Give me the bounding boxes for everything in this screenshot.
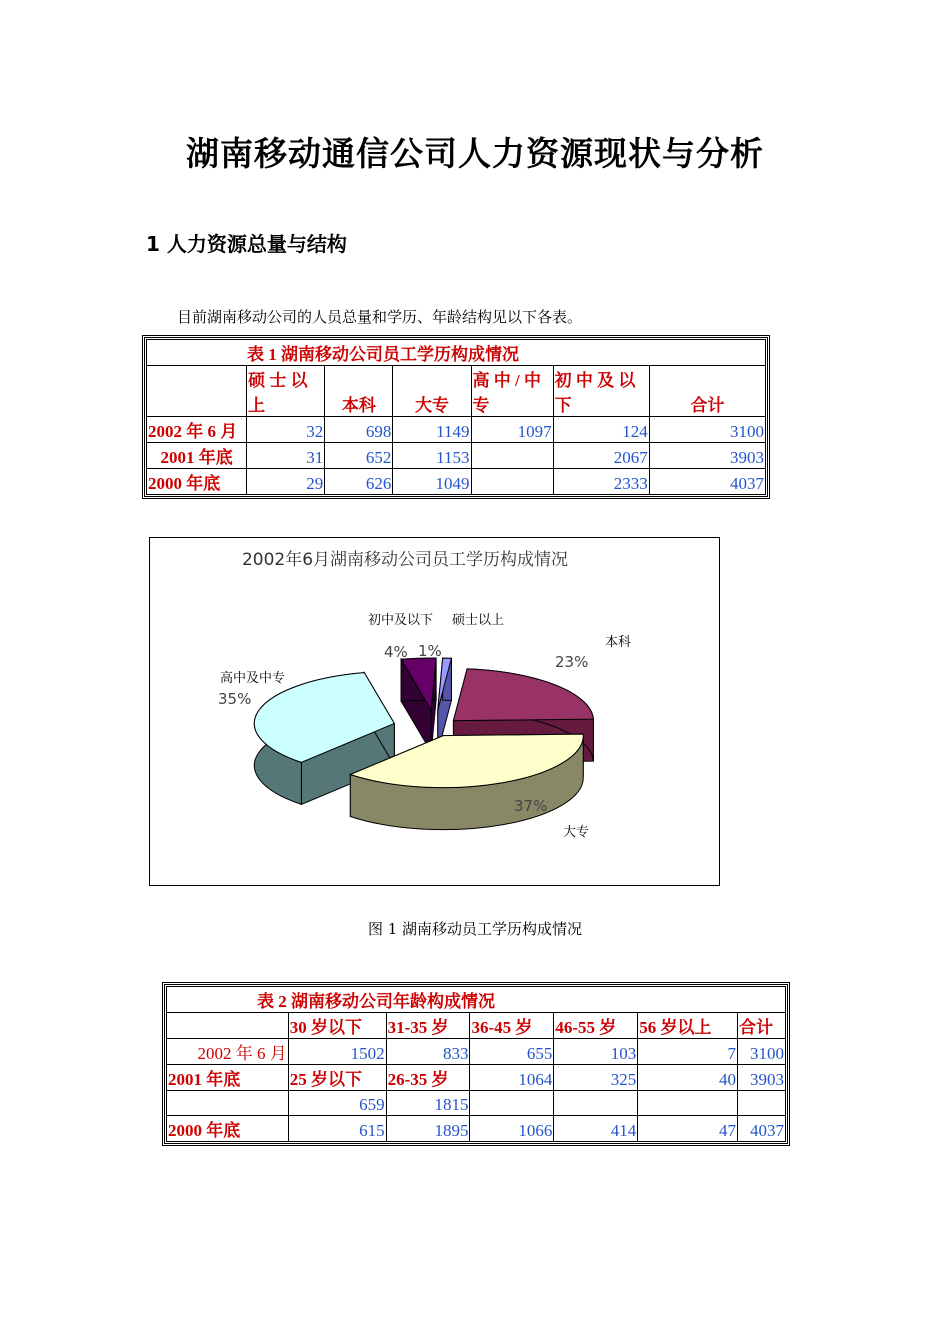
table-cell: 1502 [288,1039,386,1065]
row-label: 2000 年底 [147,469,247,495]
intro-paragraph: 目前湖南移动公司的人员总量和学历、年龄结构见以下各表。 [177,308,583,326]
table-cell: 698 [325,417,393,443]
table-header: 30 岁以下 [288,1013,386,1039]
table-cell: 29 [247,469,325,495]
table-corner [167,1013,289,1039]
table-cell: 1097 [471,417,553,443]
education-table [146,339,766,495]
document-title: 湖南移动通信公司人力资源现状与分析 [186,134,764,173]
slice-value-label: 4% [384,643,408,661]
row-label: 2001 年底 [147,443,247,469]
table-row [167,1065,786,1091]
table-cell [470,1091,554,1116]
slice-label: 大专 [563,825,590,840]
table-cell: 40 [638,1065,738,1091]
table-cell: 2067 [553,443,649,469]
pie-chart-figure [149,537,720,886]
slice-label: 初中及以下 [368,613,434,628]
slice-label: 硕士以上 [452,613,505,628]
table-row [167,1116,786,1142]
table-cell: 7 [638,1039,738,1065]
table-header: 高 中 / 中专 [471,366,553,417]
table-cell: 655 [470,1039,554,1065]
table-cell [167,1091,289,1116]
slice-value-label: 1% [418,642,442,660]
table-header: 大专 [393,366,471,417]
table-row [147,443,766,469]
table-cell: 1149 [393,417,471,443]
table-header: 36-45 岁 [470,1013,554,1039]
table-cell: 1066 [470,1116,554,1142]
table-cell: 1895 [386,1116,470,1142]
table-cell: 3100 [737,1039,785,1065]
table-cell: 3100 [649,417,765,443]
table-cell: 1049 [393,469,471,495]
table-cell: 4037 [649,469,765,495]
table-header: 56 岁以上 [638,1013,738,1039]
table-header: 合计 [737,1013,785,1039]
slice-value-label: 35% [218,690,252,708]
table-cell: 3903 [649,443,765,469]
table-cell: 1815 [386,1091,470,1116]
table-cell: 103 [554,1039,638,1065]
table-cell [471,469,553,495]
table-caption: 表 1 湖南移动公司员工学历构成情况 [147,340,766,366]
row-label: 2002 年 6 月 [167,1039,289,1065]
table-cell [737,1091,785,1116]
table-header: 46-55 岁 [554,1013,638,1039]
table-cell: 124 [553,417,649,443]
table-cell: 2333 [553,469,649,495]
table-cell: 1153 [393,443,471,469]
table-cell: 626 [325,469,393,495]
table-cell [554,1091,638,1116]
table-cell [471,443,553,469]
pie-slice [401,658,436,752]
row-label: 2000 年底 [167,1116,289,1142]
table-row [167,1039,786,1065]
table-cell: 325 [554,1065,638,1091]
table-row [167,1091,786,1116]
figure-caption: 图 1 湖南移动员工学历构成情况 [367,920,583,938]
table-cell: 25 岁以下 [288,1065,386,1091]
table-cell: 652 [325,443,393,469]
row-label: 2002 年 6 月 [147,417,247,443]
table-corner [147,366,247,417]
section-heading: 1 人力资源总量与结构 [146,232,347,256]
age-table [166,986,786,1142]
table-row [147,417,766,443]
table-cell: 615 [288,1116,386,1142]
table-header: 初 中 及 以下 [553,366,649,417]
chart-title: 2002年6月湖南移动公司员工学历构成情况 [241,550,569,570]
table-header: 合计 [649,366,765,417]
table-header: 硕 士 以上 [247,366,325,417]
table-cell: 31 [247,443,325,469]
table-cell: 414 [554,1116,638,1142]
table-cell: 4037 [737,1116,785,1142]
slice-value-label: 37% [514,797,548,815]
slice-label: 高中及中专 [220,671,286,686]
table-cell: 3903 [737,1065,785,1091]
slice-value-label: 23% [555,653,589,671]
table-cell [638,1091,738,1116]
table-row [147,469,766,495]
table-cell: 659 [288,1091,386,1116]
row-label: 2001 年底 [167,1065,289,1091]
pie-chart [150,538,719,885]
table-header: 31-35 岁 [386,1013,470,1039]
table-cell: 47 [638,1116,738,1142]
table-cell: 32 [247,417,325,443]
table-cell: 833 [386,1039,470,1065]
slice-label: 本科 [605,635,632,650]
table-cell: 26-35 岁 [386,1065,470,1091]
table-cell: 1064 [470,1065,554,1091]
table-header: 本科 [325,366,393,417]
table-caption: 表 2 湖南移动公司年龄构成情况 [167,987,786,1013]
